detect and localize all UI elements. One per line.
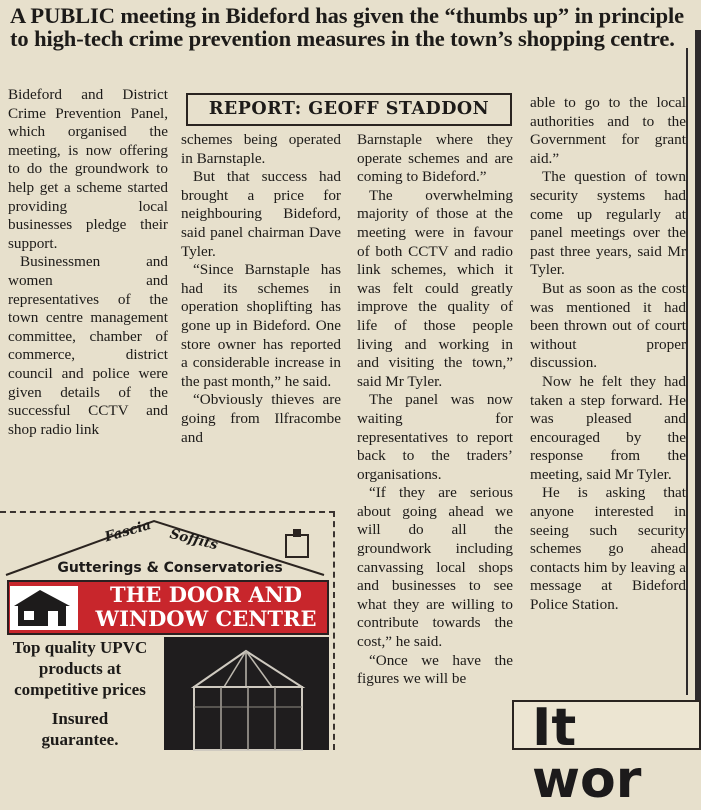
advert-line: Insured bbox=[51, 709, 109, 728]
article-column-3 bbox=[357, 131, 513, 689]
page-edge-rule bbox=[695, 30, 701, 750]
advert-guarantee bbox=[4, 708, 156, 750]
byline-box: REPORT: GEOFF STADDON bbox=[186, 93, 512, 126]
fascia-label: Fascia bbox=[103, 516, 153, 546]
soffits-label: Soffits bbox=[168, 526, 220, 554]
advert-copy bbox=[4, 637, 156, 700]
column-rule bbox=[686, 48, 688, 695]
paragraph: The question of town security systems had come up regularly at panel meetings over the past three years, said Mr Tyler. bbox=[530, 168, 686, 279]
next-advert-fragment bbox=[512, 698, 701, 810]
paragraph: The panel was now waiting for representatives to report back to the traders’ organisations. bbox=[357, 391, 513, 483]
advert-line: products at bbox=[38, 659, 122, 678]
paragraph: able to go to the local authorities and to the Government for grant aid.” bbox=[530, 94, 686, 167]
paragraph: Bideford and District Crime Prevention Panel, which organised the meeting, is now offering to do the groundwork to help get a scheme started providing local businesses pledge their support. bbox=[8, 86, 168, 252]
paragraph: “Once we have the figures we will be bbox=[357, 651, 513, 688]
house-icon bbox=[10, 586, 78, 630]
advert-line: competitive prices bbox=[14, 680, 146, 699]
paragraph: “Obviously thieves are going from Ilfracombe and bbox=[181, 391, 341, 446]
paragraph: “Since Barnstaple has had its schemes in operation shoplifting has gone up in Bideford. One store owner has reported a considerable increase in the past month,” he said. bbox=[181, 261, 341, 390]
advert-business-name bbox=[86, 583, 326, 631]
headline: A PUBLIC meeting in Bideford has given the “thumbs up” in principle to high-tech crime prevention measures in the town’s shopping centre. bbox=[10, 3, 685, 51]
advert-name-line-1: THE DOOR AND bbox=[109, 582, 303, 607]
paragraph: But as soon as the cost was mentioned it had been thrown out of court without proper discussion. bbox=[530, 279, 686, 372]
advert-name-line-2: WINDOW CENTRE bbox=[95, 606, 317, 631]
next-advert-heading: It wor bbox=[532, 698, 642, 810]
paragraph: schemes being operated in Barnstaple. bbox=[181, 131, 341, 167]
paragraph: Businessmen and women and representatives of the town centre management committee, chamber of commerce, district council and police were given details of the successful CCTV and shop radio link bbox=[8, 253, 168, 438]
conservatory-photo bbox=[164, 637, 329, 750]
paragraph: The overwhelming majority of those at the meeting were in favour of both CCTV and radio link schemes, which it was felt could greatly improve the quality of life of those people living and working in and visiting the town,” said Mr Tyler. bbox=[357, 186, 513, 390]
advert-line: guarantee. bbox=[41, 730, 119, 749]
paragraph: But that success had brought a price for neighbouring Bideford, said panel chairman Dave Tyler. bbox=[181, 168, 341, 260]
gutterings-label: Gutterings & Conservatories bbox=[57, 560, 283, 576]
paragraph: Now he felt they had taken a step forward. He was pleased and encouraged by the response from the meeting, said Mr Tyler. bbox=[530, 372, 686, 483]
article-column-1 bbox=[8, 86, 168, 439]
paragraph: “If they are serious about going ahead we will do all the groundwork including canvassing local shops and businesses to see what they are willing to contribute towards the cost,” he said. bbox=[357, 484, 513, 651]
advert-line: Top quality UPVC bbox=[12, 638, 148, 657]
article-column-4 bbox=[530, 94, 686, 615]
paragraph: Barnstaple where they operate schemes and are coming to Bideford.” bbox=[357, 131, 513, 186]
paragraph: He is asking that anyone interested in seeing such security schemes go ahead contacts him by leaving a message at Bideford Police Station. bbox=[530, 484, 686, 614]
article-column-2 bbox=[181, 131, 341, 447]
